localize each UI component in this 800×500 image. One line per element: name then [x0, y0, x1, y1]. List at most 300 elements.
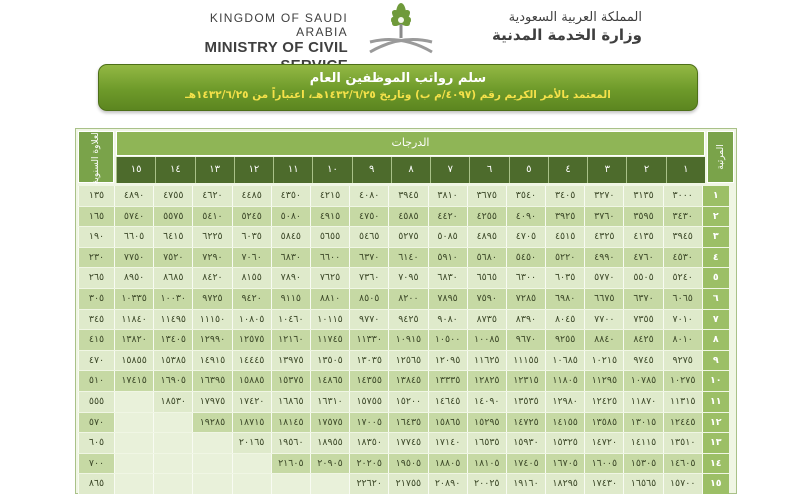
salary-cell: ١٤٤٤٥ [232, 351, 271, 371]
salary-cell: ١٧٩٧٥ [192, 392, 231, 412]
table-row [78, 350, 734, 371]
ministry-name-arabic [452, 9, 642, 45]
palm-and-swords-emblem-icon [356, 2, 446, 58]
salary-cell: ١٤٦٤٥ [428, 392, 467, 412]
annual-allowance-cell: ٥١٠ [78, 371, 114, 391]
annual-allowance-cell: ٧٠٠ [78, 454, 114, 474]
salary-cell: ١٣٨٤٥ [388, 371, 427, 391]
salary-cell: ٦٣٧٠ [349, 248, 388, 268]
salary-cell: ١٥٣٧٥ [271, 371, 310, 391]
salary-cell: ٣٧٦٠ [584, 207, 623, 227]
salary-cell: ٩٧٤٥ [623, 351, 662, 371]
salary-cell: ٨٨٤٠ [584, 330, 623, 350]
salary-cell: ١٢٩٩٠ [192, 330, 231, 350]
salary-cell: ٢٠٠٢٥ [467, 474, 506, 494]
salary-cell: ٥٧٧٠ [584, 268, 623, 288]
salary-cell: ٤٦٢٠ [192, 186, 231, 206]
salary-cell: ١٥٢٩٥ [467, 413, 506, 433]
salary-cell: ٤٢٥٥ [467, 207, 506, 227]
salary-cell: ٤٩١٥ [310, 207, 349, 227]
salary-cell: ٢٠٨٩٠ [428, 474, 467, 494]
salary-cell: ٩٢٥٥ [545, 330, 584, 350]
salary-cell: ١١٨٤٠ [114, 310, 153, 330]
table-row [78, 432, 734, 453]
salary-cell: ٤٤٨٥ [232, 186, 271, 206]
salary-cell: ٢٠٩٠٥ [310, 454, 349, 474]
level-cell: ٤ [702, 248, 729, 268]
annual-allowance-cell: ٣٠٥ [78, 289, 114, 309]
salary-cell: ١٦٣١٠ [310, 392, 349, 412]
banner-title: سلم رواتب الموظفين العام [309, 71, 487, 86]
salary-cell: ٦٦٠٥ [114, 227, 153, 247]
level-cell: ١١ [702, 392, 729, 412]
salary-cell: ٦٨٣٠ [428, 268, 467, 288]
salary-cell: ١٢٥٧٥ [232, 330, 271, 350]
salary-cell: ٢١٧٥٥ [388, 474, 427, 494]
salary-cell: ١٤٠٩٠ [467, 392, 506, 412]
salary-cell: ١٣٥٣٥ [506, 392, 545, 412]
salary-cell: ١٥٨٨٥ [232, 371, 271, 391]
salary-cell: ٣٨١٠ [428, 186, 467, 206]
salary-cell: ١٦٥٦٥ [623, 474, 662, 494]
salary-cell: ٤٧٠٥ [506, 227, 545, 247]
salary-cell: ١٠٢٧٥ [663, 371, 702, 391]
table-row [78, 391, 734, 412]
table-row [78, 329, 734, 350]
salary-cell [114, 474, 153, 494]
salary-cell: ١٥٣٢٥ [545, 433, 584, 453]
salary-cell: ٨٠١٠ [663, 330, 702, 350]
salary-cell: ١١٨٠٥ [545, 371, 584, 391]
salary-cell: ١٦٩٠٥ [153, 371, 192, 391]
grade-number: ٦ [469, 157, 508, 183]
level-cell: ٦ [702, 289, 729, 309]
salary-cell: ١٣٥٨٥ [584, 413, 623, 433]
level-cell: ٣ [702, 227, 729, 247]
salary-cell: ٨٤٢٥ [623, 330, 662, 350]
level-cell: ١ [702, 186, 729, 206]
annual-allowance-cell: ٥٥٥ [78, 392, 114, 412]
salary-cell: ٩٢٧٥ [663, 351, 702, 371]
salary-cell: ٩٠٨٠ [428, 310, 467, 330]
salary-cell: ٤٠٨٠ [349, 186, 388, 206]
salary-cell: ١٦٠٠٥ [584, 454, 623, 474]
salary-cell: ٦٢٢٥ [192, 227, 231, 247]
level-header: المرتبة [715, 144, 726, 170]
salary-cell: ٤٠٩٠ [506, 207, 545, 227]
salary-cell: ٦٥٦٥ [467, 268, 506, 288]
salary-cell: ٧٥٩٠ [467, 289, 506, 309]
salary-cell: ١٤٨٦٥ [310, 371, 349, 391]
salary-cell: ٥٢٤٠ [663, 268, 702, 288]
salary-cell: ٣٢٧٠ [584, 186, 623, 206]
salary-cell: ٣٤٣٠ [663, 207, 702, 227]
salary-cell: ١٦٤٣٥ [388, 413, 427, 433]
level-cell: ١٠ [702, 371, 729, 391]
allowance-header-cell [78, 131, 114, 183]
ministry-title-english: MINISTRY OF CIVIL [204, 39, 348, 56]
salary-cell: ٣٦٧٥ [467, 186, 506, 206]
salary-cell: ٥٥٠٥ [623, 268, 662, 288]
salary-cell: ١٣٩٧٥ [271, 351, 310, 371]
salary-cell: ١٥٧٥٥ [349, 392, 388, 412]
salary-cell: ١٨٩٥٥ [310, 433, 349, 453]
salary-cell: ١٠٩١٥ [388, 330, 427, 350]
salary-cell: ٣٩٤٥ [663, 227, 702, 247]
grade-number: ١ [666, 157, 705, 183]
level-cell: ١٢ [702, 413, 729, 433]
salary-cell: ٧٣٦٠ [349, 268, 388, 288]
salary-cell: ٧٦٢٥ [310, 268, 349, 288]
salary-cell: ٦٦٠٠ [310, 248, 349, 268]
salary-cell: ١٤٩١٥ [192, 351, 231, 371]
salary-cell: ٧٢٩٠ [192, 248, 231, 268]
salary-cell: ١٤١٥٥ [545, 413, 584, 433]
salary-cell: ٨٢٠٠ [388, 289, 427, 309]
salary-cell: ١٧١٤٠ [428, 433, 467, 453]
salary-cell: ٩٤٢٥ [388, 310, 427, 330]
salary-cell: ٥٤٦٥ [349, 227, 388, 247]
salary-cell: ٩٧٢٥ [192, 289, 231, 309]
grade-number: ٤ [548, 157, 587, 183]
annual-allowance-cell: ٤١٥ [78, 330, 114, 350]
salary-cell: ١١٤٩٥ [153, 310, 192, 330]
salary-cell: ٥٥٧٥ [153, 207, 192, 227]
salary-cell: ٤٥٨٥ [388, 207, 427, 227]
salary-cell: ١١٣١٥ [663, 392, 702, 412]
salary-cell: ٨٣٩٠ [506, 310, 545, 330]
salary-cell: ١٠٤٦٠ [271, 310, 310, 330]
salary-cell: ١١٣٣٠ [349, 330, 388, 350]
salary-cell: ١٧٤٠٥ [506, 454, 545, 474]
salary-cell: ١٨٨٠٥ [428, 454, 467, 474]
salary-cell: ٤١٣٥ [623, 227, 662, 247]
salary-cell: ٤٧٦٠ [623, 248, 662, 268]
salary-cell: ١٣٣٣٥ [428, 371, 467, 391]
salary-cell: ٩٧٧٠ [349, 310, 388, 330]
annual-allowance-cell: ٢٦٥ [78, 268, 114, 288]
grade-number: ١١ [273, 157, 312, 183]
salary-cell [153, 474, 192, 494]
grades-number-row [116, 157, 705, 183]
salary-cell [114, 454, 153, 474]
salary-cell: ١٨٢٩٥ [545, 474, 584, 494]
salary-cell: ١٦٥٣٥ [467, 433, 506, 453]
salary-cell: ٦٣٠٠ [506, 268, 545, 288]
salary-cell: ٨٧٣٥ [467, 310, 506, 330]
salary-cell: ٦٣٧٠ [623, 289, 662, 309]
salary-cell: ١٠٥٠٠ [428, 330, 467, 350]
salary-cell: ١٤١١٥ [623, 433, 662, 453]
salary-cell [153, 454, 192, 474]
salary-cell: ٥٨٤٥ [271, 227, 310, 247]
salary-cell: ١٢٠٩٥ [428, 351, 467, 371]
salary-cell: ١٥٧٠٠ [663, 474, 702, 494]
table-row [78, 412, 734, 433]
salary-cell [114, 413, 153, 433]
table-row [78, 247, 734, 268]
salary-cell: ١١٨٧٠ [623, 392, 662, 412]
level-cell: ١٤ [702, 454, 729, 474]
salary-cell: ١٠٦٨٥ [545, 351, 584, 371]
table-row [78, 370, 734, 391]
salary-cell: ٥٠٨٠ [271, 207, 310, 227]
salary-cell: ١٧٤٢٠ [232, 392, 271, 412]
level-cell: ١٣ [702, 433, 729, 453]
level-cell: ١٥ [702, 474, 729, 494]
salary-cell: ٣٤٠٥ [545, 186, 584, 206]
salary-cell: ٢٢٦٢٠ [349, 474, 388, 494]
salary-cell: ١٥٨٦٥ [428, 413, 467, 433]
salary-cell: ٦٤١٥ [153, 227, 192, 247]
salary-cell: ٥٧٤٠ [114, 207, 153, 227]
salary-cell: ٨٩٥٠ [114, 268, 153, 288]
page-header [0, 0, 800, 60]
salary-cell: ١٨٥٣٠ [153, 392, 192, 412]
salary-cell: ٣٥٤٠ [506, 186, 545, 206]
level-cell: ٥ [702, 268, 729, 288]
salary-cell: ١٩٥٠٥ [388, 454, 427, 474]
salary-cell: ٧٣٥٥ [623, 310, 662, 330]
grade-number: ٢ [626, 157, 665, 183]
salary-cell: ١٥٢٠٠ [388, 392, 427, 412]
salary-cell: ١٢٣١٥ [506, 371, 545, 391]
salary-cell: ١٣٤٠٥ [153, 330, 192, 350]
salary-cell: ١٥٩٣٠ [506, 433, 545, 453]
salary-cell: ٩٤٢٠ [232, 289, 271, 309]
salary-cell: ١٠٨٠٥ [232, 310, 271, 330]
grade-number: ١٢ [234, 157, 273, 183]
annual-allowance-cell: ١٦٥ [78, 207, 114, 227]
salary-cell: ٩٦٧٠ [506, 330, 545, 350]
salary-cell: ١٠٠٣٠ [153, 289, 192, 309]
annual-allowance-cell: ٣٤٥ [78, 310, 114, 330]
level-cell: ٨ [702, 330, 729, 350]
table-row [78, 267, 734, 288]
salary-cell: ٢١٦٠٥ [271, 454, 310, 474]
salary-cell: ٤٨٩٠ [114, 186, 153, 206]
salary-cell: ١٠٢١٥ [584, 351, 623, 371]
salary-cell: ٥٤٥٠ [506, 248, 545, 268]
salary-cell [153, 413, 192, 433]
salary-cell: ١٨٣٥٠ [349, 433, 388, 453]
salary-cell [192, 474, 231, 494]
salary-cell: ٣٩٢٥ [545, 207, 584, 227]
table-row [78, 453, 734, 474]
salary-cell: ٥٢٤٥ [232, 207, 271, 227]
salary-cell: ٣٠٠٠ [663, 186, 702, 206]
salary-cell: ٥٠٨٥ [428, 227, 467, 247]
salary-cell: ٥٢٢٠ [545, 248, 584, 268]
salary-cell: ١٠٠٨٥ [467, 330, 506, 350]
salary-cell: ٤٢١٥ [310, 186, 349, 206]
salary-cell: ١٣٠١٥ [623, 413, 662, 433]
salary-cell: ٧٨٩٥ [428, 289, 467, 309]
salary-cell: ٨٤٢٠ [192, 268, 231, 288]
salary-cell: ٦١٤٠ [388, 248, 427, 268]
salary-cell: ٧٠١٠ [663, 310, 702, 330]
allowance-header: العلاوة السنوية [91, 129, 101, 185]
table-row [78, 288, 734, 309]
salary-cell: ٤٨٩٥ [467, 227, 506, 247]
salary-cell: ١٢٨٢٥ [467, 371, 506, 391]
salary-cell: ٧٢٨٥ [506, 289, 545, 309]
salary-cell: ٥٤١٠ [192, 207, 231, 227]
salary-cell [232, 474, 271, 494]
salary-cell [271, 474, 310, 494]
salary-cell: ١٤٧٢٠ [584, 433, 623, 453]
salary-cell: ٣٥٩٥ [623, 207, 662, 227]
salary-cell: ١٦٨٦٥ [271, 392, 310, 412]
salary-cell: ١٢١٦٠ [271, 330, 310, 350]
salary-cell: ٥٦٨٠ [467, 248, 506, 268]
salary-cell: ١٥٣٨٥ [153, 351, 192, 371]
salary-cell: ٦٠٣٥ [545, 268, 584, 288]
salary-cell: ١٠٧٨٥ [623, 371, 662, 391]
salary-cell: ١١١٥٠ [192, 310, 231, 330]
salary-cell: ٣١٣٥ [623, 186, 662, 206]
table-row [78, 473, 734, 494]
salary-cell: ١٣٥٠٥ [310, 351, 349, 371]
table-row [78, 206, 734, 227]
level-header-cell [707, 131, 734, 183]
salary-cell: ١١٦٢٥ [467, 351, 506, 371]
salary-scale-banner [98, 64, 698, 111]
salary-cell: ١٤٧٢٥ [506, 413, 545, 433]
salary-cell: ١٣٥١٠ [663, 433, 702, 453]
salary-cell: ١٨١٤٥ [271, 413, 310, 433]
salary-cell: ١٧٥٧٥ [310, 413, 349, 433]
salary-cell: ٦٩٨٠ [545, 289, 584, 309]
salary-cell: ٦٨٣٠ [271, 248, 310, 268]
salary-cell: ٧٠٩٥ [388, 268, 427, 288]
salary-cell: ١٥٣٠٥ [623, 454, 662, 474]
table-row [78, 309, 734, 330]
salary-cell [153, 433, 192, 453]
salary-cell: ١٨٧١٥ [232, 413, 271, 433]
grade-number: ٩ [352, 157, 391, 183]
salary-cell: ٣٩٤٥ [388, 186, 427, 206]
grade-number: ٨ [391, 157, 430, 183]
grade-number: ١٠ [312, 157, 351, 183]
grade-number: ٧ [430, 157, 469, 183]
salary-cell: ٢٠١٦٥ [232, 433, 271, 453]
table-row [78, 226, 734, 247]
salary-cell: ٨٨١٠ [310, 289, 349, 309]
salary-cell [192, 454, 231, 474]
grade-number: ١٤ [155, 157, 194, 183]
salary-cell: ٤٣٢٥ [584, 227, 623, 247]
salary-cell: ٤٣٥٠ [271, 186, 310, 206]
level-cell: ٩ [702, 351, 729, 371]
salary-cell: ١٣٠٣٥ [349, 351, 388, 371]
salary-cell: ٤٥٣٠ [663, 248, 702, 268]
salary-cell: ٤٥١٥ [545, 227, 584, 247]
salary-cell: ١٧٠٠٥ [349, 413, 388, 433]
salary-cell: ١٢٩٨٠ [545, 392, 584, 412]
annual-allowance-cell: ١٩٠ [78, 227, 114, 247]
salary-cell: ٤٩٩٠ [584, 248, 623, 268]
salary-cell: ٧٥٢٠ [153, 248, 192, 268]
salary-cell: ١١٢٩٥ [584, 371, 623, 391]
salary-cell: ٨٦٨٥ [153, 268, 192, 288]
banner-subtitle: المعتمد بالأمر الكريم رقم (٤٠٩٧/م ب) وتاريخ ١٤٣٢/٦/٢٥هـ، اعتباراً من ١٤٣٢/٦/٢٥هـ [185, 89, 611, 101]
salary-cell: ٢٠٢٠٥ [349, 454, 388, 474]
salary-cell: ٤٤٢٠ [428, 207, 467, 227]
annual-allowance-cell: ٨٦٥ [78, 474, 114, 494]
salary-cell: ١٦٣٩٥ [192, 371, 231, 391]
salary-cell: ١٧٤٣٠ [584, 474, 623, 494]
salary-cell: ٤٧٥٥ [153, 186, 192, 206]
salary-cell: ٩١١٥ [271, 289, 310, 309]
salary-cell: ٥٦٥٥ [310, 227, 349, 247]
salary-cell: ٨١٥٥ [232, 268, 271, 288]
table-row [78, 185, 734, 206]
salary-cell: ١٩٢٨٥ [192, 413, 231, 433]
salary-cell: ١٠١١٥ [310, 310, 349, 330]
salary-cell: ٧٠٦٠ [232, 248, 271, 268]
salary-cell: ١٠٣٣٥ [114, 289, 153, 309]
salary-cell: ٧٨٩٠ [271, 268, 310, 288]
salary-cell: ١١١٥٥ [506, 351, 545, 371]
annual-allowance-cell: ٦٠٥ [78, 433, 114, 453]
grade-number: ٣ [587, 157, 626, 183]
salary-cell: ١٧٤١٥ [114, 371, 153, 391]
annual-allowance-cell: ٥٧٠ [78, 413, 114, 433]
salary-cell: ١٩٥٦٠ [271, 433, 310, 453]
salary-cell: ١٢٤٢٥ [584, 392, 623, 412]
annual-allowance-cell: ١٣٥ [78, 186, 114, 206]
salary-cell: ٦٦٧٥ [584, 289, 623, 309]
grade-number: ١٥ [116, 157, 155, 183]
salary-cell: ٥٩١٠ [428, 248, 467, 268]
salary-cell [232, 454, 271, 474]
level-cell: ٧ [702, 310, 729, 330]
level-cell: ٢ [702, 207, 729, 227]
salary-cell: ٧٧٥٠ [114, 248, 153, 268]
kingdom-name-arabic: المملكة العربية السعودية [508, 10, 642, 25]
salary-cell: ٦٠٦٥ [663, 289, 702, 309]
salary-cell: ١٥٨٥٥ [114, 351, 153, 371]
salary-cell: ١٦٧٠٥ [545, 454, 584, 474]
grade-number: ١٣ [195, 157, 234, 183]
salary-cell: ١٤٣٥٥ [349, 371, 388, 391]
salary-cell: ١٧٧٤٥ [388, 433, 427, 453]
salary-cell: ٦٠٣٥ [232, 227, 271, 247]
salary-table [75, 128, 737, 494]
annual-allowance-cell: ٢٣٠ [78, 248, 114, 268]
kingdom-name-english: KINGDOM OF SAUDI ARABIA [209, 11, 348, 39]
salary-cell: ١٤٦٠٥ [663, 454, 702, 474]
salary-cell: ٨٥٠٥ [349, 289, 388, 309]
salary-cell: ١١٧٤٥ [310, 330, 349, 350]
ministry-title-arabic: وزارة الخدمة المدنية [491, 26, 642, 44]
salary-cell [114, 433, 153, 453]
salary-cell: ١٣٨٢٠ [114, 330, 153, 350]
salary-cell: ٥٢٧٥ [388, 227, 427, 247]
grade-number: ٥ [509, 157, 548, 183]
salary-cell: ١٢٤٤٥ [663, 413, 702, 433]
salary-cell: ٤٧٥٠ [349, 207, 388, 227]
salary-cell: ٧٧٠٠ [584, 310, 623, 330]
salary-cell: ٨٠٤٥ [545, 310, 584, 330]
annual-allowance-cell: ٤٧٠ [78, 351, 114, 371]
salary-cell: ١٩١٦٠ [506, 474, 545, 494]
grades-header: الدرجات [116, 131, 705, 156]
salary-cell: ١٨١٠٥ [467, 454, 506, 474]
salary-cell [310, 474, 349, 494]
salary-cell [114, 392, 153, 412]
